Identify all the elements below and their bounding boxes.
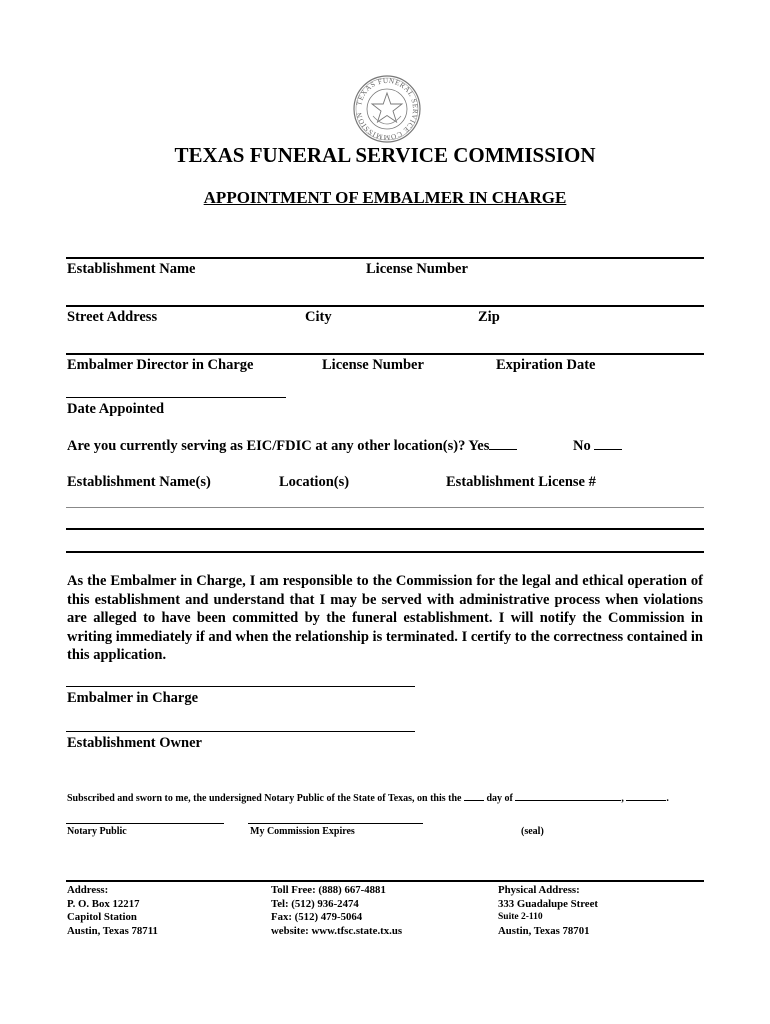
yes-blank[interactable] — [489, 438, 517, 450]
establishment-owner-label: Establishment Owner — [67, 735, 202, 751]
embalmer-in-charge-label: Embalmer in Charge — [67, 690, 199, 706]
other-location-question — [67, 438, 517, 455]
date-appointed-label: Date Appointed — [67, 401, 165, 417]
city-label: City — [305, 309, 332, 325]
fax: Fax: (512) 479-5064 — [271, 911, 363, 924]
no-label: No — [573, 438, 591, 454]
no-option — [573, 438, 622, 455]
zip-label: Zip — [478, 309, 500, 325]
address-line: Capitol Station — [67, 911, 137, 924]
embalmer-signature-line[interactable] — [66, 686, 415, 687]
mailing-address — [67, 884, 158, 938]
address-line: Address: — [67, 884, 109, 896]
owner-signature-line[interactable] — [66, 731, 415, 732]
license-number-label: License Number — [366, 261, 468, 277]
commission-expires-label: My Commission Expires — [250, 826, 355, 837]
question-text: Are you currently serving as EIC/FDIC at any other location(s)? Yes — [67, 438, 490, 454]
page-title: TEXAS FUNERAL SERVICE COMMISSION — [174, 143, 596, 167]
other-location-line-2[interactable] — [66, 528, 704, 530]
footer-divider — [66, 880, 704, 882]
establishment-license-label: Establishment License # — [446, 474, 596, 490]
day-blank[interactable] — [464, 789, 484, 801]
commission-seal — [352, 74, 422, 144]
establishment-line[interactable] — [66, 257, 704, 259]
physical-street: 333 Guadalupe Street — [498, 897, 598, 910]
certification-statement: As the Embalmer in Charge, I am responsible to the Commission for the legal and ethical operation of this establishment and understand that I may be served with administrative process when violations are alleged to have been committed by the funeral establishment. I will notify the Commission in writing immediately if and when the relationship is terminated. I certify to the correctness contained in this application. — [67, 573, 703, 664]
period-text: . — [666, 793, 669, 804]
seal-label: (seal) — [521, 826, 544, 837]
address-line: P. O. Box 12217 — [67, 897, 140, 910]
website: website: www.tfsc.state.tx.us — [271, 924, 403, 937]
street-address-label: Street Address — [67, 309, 158, 325]
no-blank[interactable] — [594, 438, 622, 450]
locations-label: Location(s) — [279, 474, 350, 490]
month-blank[interactable] — [515, 789, 621, 801]
commission-expires-line[interactable] — [248, 823, 423, 824]
other-location-line-1[interactable] — [66, 507, 704, 508]
notary-public-label: Notary Public — [67, 826, 127, 837]
seal-star-icon — [352, 74, 422, 144]
form-subtitle: APPOINTMENT OF EMBALMER IN CHARGE — [203, 188, 567, 207]
day-of-text: day of — [486, 793, 513, 804]
date-appointed-line[interactable] — [66, 397, 286, 398]
address-line: Austin, Texas 78711 — [67, 924, 158, 937]
expiration-date-label: Expiration Date — [496, 357, 596, 373]
embalmer-director-label: Embalmer Director in Charge — [67, 357, 254, 373]
physical-address-title: Physical Address: — [498, 884, 580, 896]
year-blank[interactable] — [626, 789, 666, 801]
physical-address — [498, 884, 598, 938]
physical-suite: Suite 2-110 — [498, 912, 543, 923]
contact-info — [271, 884, 402, 938]
comma-text: , — [621, 793, 624, 804]
street-address-line[interactable] — [66, 305, 704, 307]
director-license-number-label: License Number — [322, 357, 424, 373]
establishment-name-label: Establishment Name — [67, 261, 196, 277]
notary-signature-line[interactable] — [66, 823, 224, 824]
establishment-names-label: Establishment Name(s) — [67, 474, 211, 490]
physical-city: Austin, Texas 78701 — [498, 924, 590, 937]
other-location-line-3[interactable] — [66, 551, 704, 553]
toll-free: Toll Free: (888) 667-4881 — [271, 884, 386, 896]
embalmer-director-line[interactable] — [66, 353, 704, 355]
sworn-text: Subscribed and sworn to me, the undersigned Notary Public of the State of Texas, on this the — [67, 793, 462, 804]
svg-text:TEXAS FUNERAL SERVICE COMMISSI: TEXAS FUNERAL SERVICE COMMISSION — [355, 76, 420, 142]
telephone: Tel: (512) 936-2474 — [271, 897, 359, 910]
notary-sworn-line — [67, 789, 669, 804]
